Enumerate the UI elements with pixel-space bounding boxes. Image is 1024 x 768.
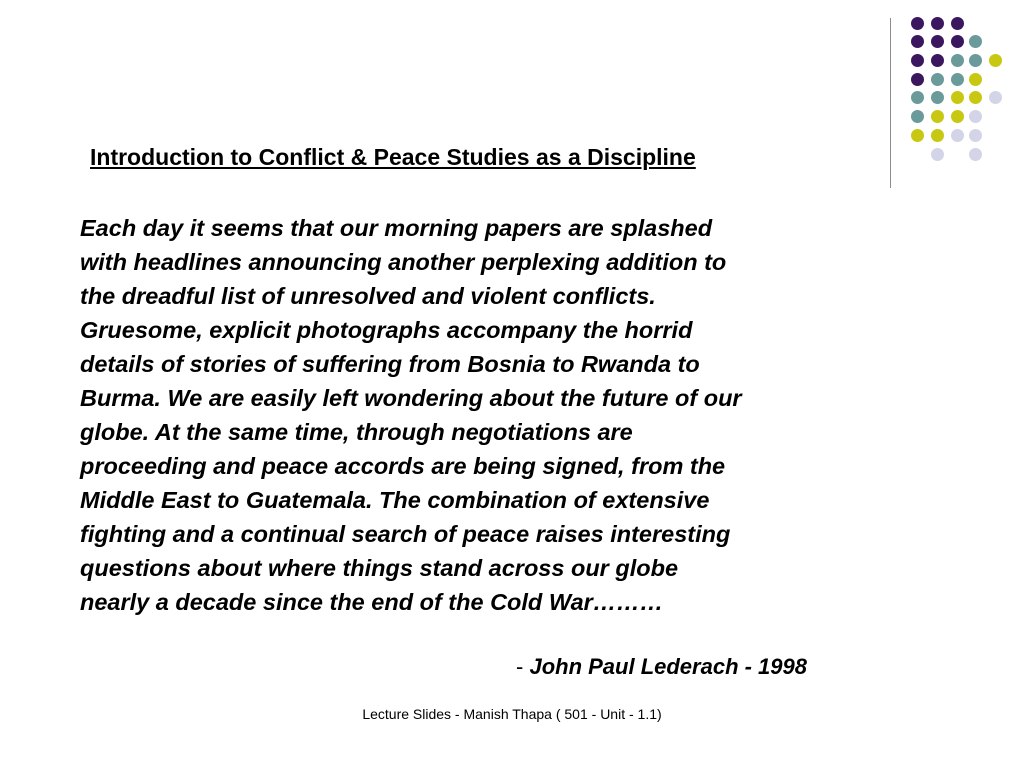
decoration-dot: [951, 129, 964, 142]
decoration-dot: [911, 73, 924, 86]
quote-line: details of stories of suffering from Bosnia to Rwanda to: [80, 351, 700, 377]
quote-line: questions about where things stand across our globe: [80, 555, 679, 581]
decoration-dot: [911, 17, 924, 30]
decoration-dot: [951, 110, 964, 123]
decoration-dot: [989, 91, 1002, 104]
decoration-dot: [911, 54, 924, 67]
decoration-dot: [969, 91, 982, 104]
vertical-divider: [890, 18, 891, 188]
quote-line: Each day it seems that our morning papers are splashed: [80, 215, 713, 241]
decoration-dot: [951, 73, 964, 86]
decoration-dot: [969, 54, 982, 67]
decoration-dot: [969, 35, 982, 48]
decoration-dot: [911, 35, 924, 48]
decoration-dot: [951, 17, 964, 30]
decoration-dot: [911, 91, 924, 104]
decoration-dot: [931, 91, 944, 104]
quote-body: [80, 211, 890, 619]
decoration-dot: [969, 73, 982, 86]
quote-line: nearly a decade since the end of the Cold War………: [80, 589, 664, 615]
quote-line: Gruesome, explicit photographs accompany the horrid: [80, 317, 693, 343]
quote-line: Burma. We are easily left wondering about the future of our: [80, 385, 742, 411]
decoration-dot: [969, 129, 982, 142]
decoration-dot: [951, 35, 964, 48]
decoration-dot: [931, 148, 944, 161]
decoration-dot: [969, 110, 982, 123]
decoration-dot: [989, 54, 1002, 67]
decoration-dot: [931, 54, 944, 67]
quote-line: the dreadful list of unresolved and violent conflicts.: [80, 283, 656, 309]
decoration-dot: [911, 110, 924, 123]
decoration-dot: [951, 91, 964, 104]
decoration-dot: [931, 17, 944, 30]
quote-attribution: [516, 654, 807, 680]
attribution-dash: -: [516, 654, 530, 679]
slide-title: Introduction to Conflict & Peace Studies as a Discipline: [90, 144, 696, 170]
decoration-dot: [931, 110, 944, 123]
quote-line: fighting and a continual search of peace raises interesting: [80, 521, 731, 547]
quote-line: Middle East to Guatemala. The combination of extensive: [80, 487, 710, 513]
decoration-dot: [969, 148, 982, 161]
attribution-author: John Paul Lederach - 1998: [529, 654, 807, 679]
decoration-dot: [931, 73, 944, 86]
decoration-dot: [951, 54, 964, 67]
quote-line: proceeding and peace accords are being signed, from the: [80, 453, 726, 479]
quote-line: globe. At the same time, through negotiations are: [80, 419, 633, 445]
quote-line: with headlines announcing another perplexing addition to: [80, 249, 727, 275]
decoration-dot: [911, 129, 924, 142]
slide-footer: Lecture Slides - Manish Thapa ( 501 - Unit - 1.1): [362, 706, 662, 722]
decoration-dot: [931, 129, 944, 142]
decoration-dot: [931, 35, 944, 48]
